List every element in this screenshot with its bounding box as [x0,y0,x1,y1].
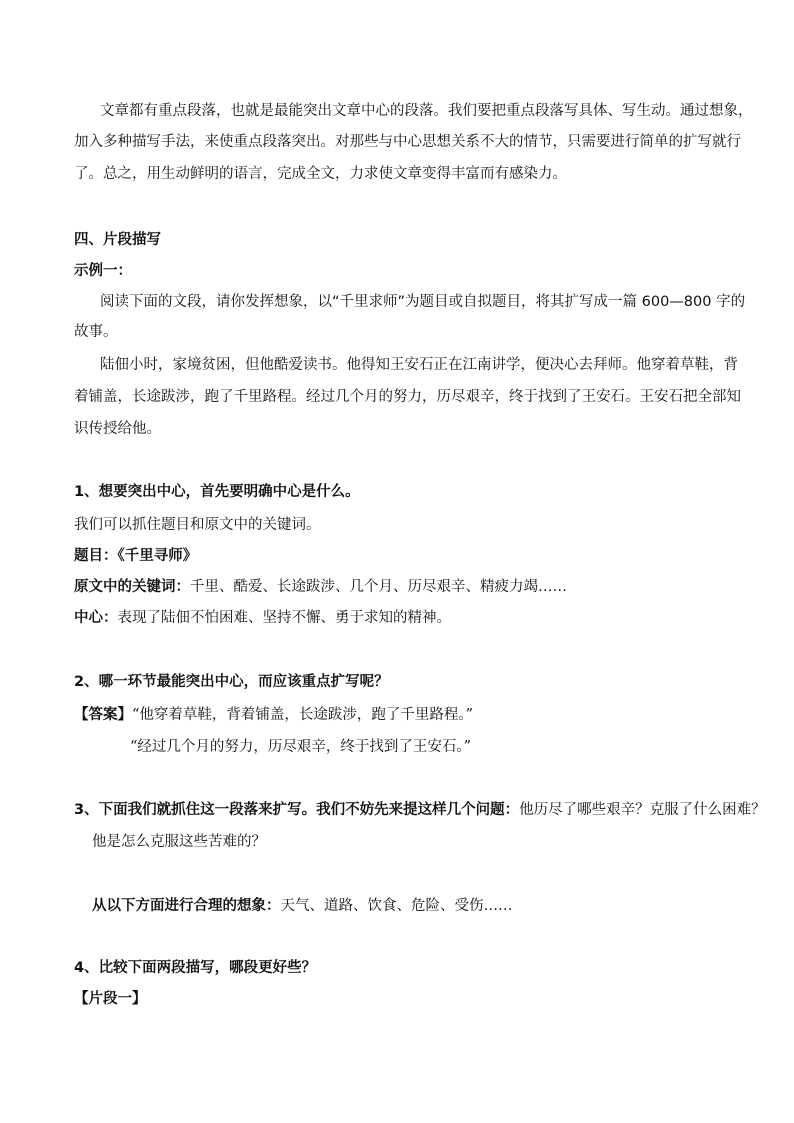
intro-line-1: 文章都有重点段落，也就是最能突出文章中心的段落。我们要把重点段落写具体、写生动。通过想象， [100,103,753,119]
intro-line-2: 加入多种描写手法，来使重点段落突出。对那些与中心思想关系不大的情节，只需要进行简单的扩写就行 [74,134,741,150]
q1-topic: 题目：《千里寻师》 [74,548,198,564]
q3-title: 3、下面我们就抓住这一段落来扩写。我们不妨先来提这样几个问题： [74,802,520,818]
fragment-label: 【片段一】 [74,991,147,1007]
prompt-line-2: 故事。 [74,324,118,340]
example-label: 示例一： [74,263,132,279]
passage-line-1: 陆佃小时，家境贫困，但他酷爱读书。他得知王安石正在江南讲学，便决心去拜师。他穿着草鞋，背 [100,357,738,373]
q2-title: 2、哪一环节最能突出中心，而应该重点扩写呢？ [74,674,389,690]
keywords-text: 千里、酷爱、长途跋涉、几个月、历尽艰辛、精疲力竭…… [190,579,567,595]
keywords-label: 原文中的关键词： [74,579,190,595]
q3-question: 他历尽了哪些艰辛？克服了什么困难？ [519,802,766,818]
passage-line-3: 识传授给他。 [74,421,161,437]
prompt-line-1: 阅读下面的文段，请你发挥想象，以“千里求师”为题目或自拟题目，将其扩写成一篇 600—800 字的 [100,294,746,310]
passage-line-2: 着铺盖，长途跋涉，跑了千里路程。经过几个月的努力，历尽艰辛，终于找到了王安石。王安石把全部知 [74,389,741,405]
aspects-label: 从以下方面进行合理的想象： [92,898,281,914]
answer-line-1: “他穿着草鞋，背着铺盖，长途跋涉，跑了千里路程。” [132,707,474,723]
q1-title: 1、想要突出中心，首先要明确中心是什么。 [74,484,360,500]
intro-line-3: 了。总之，用生动鲜明的语言，完成全文，力求使文章变得丰富而有感染力。 [74,166,567,182]
q4-title: 4、比较下面两段描写，哪段更好些？ [74,960,317,976]
q1-center-row [74,608,451,628]
q1-text: 我们可以抓住题目和原文中的关键词。 [74,517,321,533]
q1-keywords-row [74,577,567,597]
q3-question-cont: 他是怎么克服这些苦难的？ [92,834,266,850]
center-text: 表现了陆佃不怕困难、坚持不懈、勇于求知的精神。 [117,610,451,626]
q3-aspects-row [92,896,513,916]
q3-title-row [74,800,766,820]
answer-line-2: “经过几个月的努力，历尽艰辛，终于找到了王安石。” [130,739,472,755]
aspects-text: 天气、道路、饮食、危险、受伤…… [280,898,513,914]
section-heading: 四、片段描写 [74,232,161,248]
center-label: 中心： [74,610,118,626]
answer-label: 【答案】 [74,707,132,723]
q2-answer-row [74,705,473,725]
